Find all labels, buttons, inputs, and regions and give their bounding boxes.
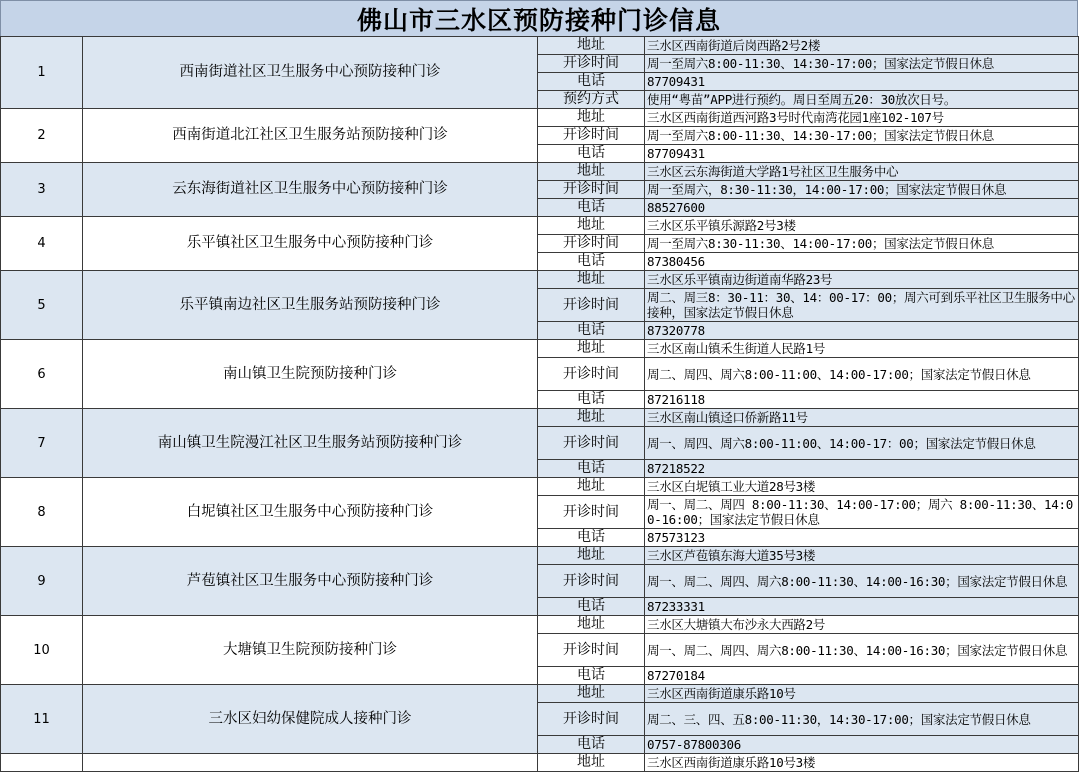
field-value-phone[interactable]: 88527600 [645,199,1079,217]
field-value-phone[interactable]: 0757-87800306 [645,736,1079,754]
field-value-hours[interactable]: 周一至周六8:00-11:30、14:30-17:00；国家法定节假日休息 [645,127,1079,145]
field-value-phone[interactable]: 87270184 [645,667,1079,685]
field-label-address[interactable]: 地址 [538,616,645,634]
field-label-address[interactable]: 地址 [538,340,645,358]
clinic-name[interactable]: 云东海街道社区卫生服务中心预防接种门诊 [83,163,538,217]
clinic-number[interactable]: 7 [1,409,83,478]
clinic-number[interactable]: 2 [1,109,83,163]
field-value-hours[interactable]: 周二、周三8：30-11：30、14：00-17：00；周六可到乐平社区卫生服务中心接种，国家法定节假日休息 [645,289,1079,322]
field-value-address[interactable]: 三水区白坭镇工业大道28号3楼 [645,478,1079,496]
field-value-address[interactable]: 三水区南山镇迳口侨新路11号 [645,409,1079,427]
field-label-hours[interactable]: 开诊时间 [538,235,645,253]
table-row [1,616,1079,634]
field-label-address[interactable]: 地址 [538,217,645,235]
clinic-number[interactable]: 4 [1,217,83,271]
field-value-address[interactable]: 三水区西南街道后岗西路2号2楼 [645,37,1079,55]
field-label-address[interactable]: 地址 [538,37,645,55]
field-label-hours[interactable]: 开诊时间 [538,358,645,391]
clinic-number[interactable]: 5 [1,271,83,340]
clinic-number[interactable]: 3 [1,163,83,217]
field-label-phone[interactable]: 电话 [538,391,645,409]
field-value-hours[interactable]: 周一、周二、周四、周六8:00-11:30、14:00-16:30；国家法定节假日休息 [645,634,1079,667]
field-label-address[interactable]: 地址 [538,409,645,427]
field-label-hours[interactable]: 开诊时间 [538,181,645,199]
table-row [1,478,1079,496]
clinic-name[interactable]: 芦苞镇社区卫生服务中心预防接种门诊 [83,547,538,616]
clinic-name[interactable]: 乐平镇社区卫生服务中心预防接种门诊 [83,217,538,271]
table-row [1,409,1079,427]
field-value-hours[interactable]: 周一、周二、周四、周六8:00-11:30、14:00-16:30；国家法定节假日休息 [645,565,1079,598]
table-row [1,340,1079,358]
table-row [1,685,1079,703]
field-label-phone[interactable]: 电话 [538,667,645,685]
clinic-number[interactable]: 10 [1,616,83,685]
field-label-hours[interactable]: 开诊时间 [538,496,645,529]
field-value-address[interactable]: 三水区乐平镇南边街道南华路23号 [645,271,1079,289]
field-label-address[interactable]: 地址 [538,547,645,565]
field-label-booking[interactable]: 预约方式 [538,91,645,109]
field-label-address[interactable]: 地址 [538,109,645,127]
field-label-phone[interactable]: 电话 [538,199,645,217]
field-value-address[interactable]: 三水区西南街道康乐路10号3楼 [645,754,1079,772]
table-row [1,547,1079,565]
field-label-phone[interactable]: 电话 [538,145,645,163]
field-label-hours[interactable]: 开诊时间 [538,289,645,322]
field-value-address[interactable]: 三水区南山镇禾生街道人民路1号 [645,340,1079,358]
clinic-name[interactable] [83,754,538,772]
field-value-phone[interactable]: 87380456 [645,253,1079,271]
field-label-hours[interactable]: 开诊时间 [538,127,645,145]
field-value-address[interactable]: 三水区西南街道西河路3号时代南湾花园1座102-107号 [645,109,1079,127]
field-label-hours[interactable]: 开诊时间 [538,427,645,460]
clinic-name[interactable]: 乐平镇南边社区卫生服务站预防接种门诊 [83,271,538,340]
field-label-address[interactable]: 地址 [538,754,645,772]
clinic-number[interactable]: 6 [1,340,83,409]
clinic-name[interactable]: 三水区妇幼保健院成人接种门诊 [83,685,538,754]
field-value-address[interactable]: 三水区云东海街道大学路1号社区卫生服务中心 [645,163,1079,181]
field-value-address[interactable]: 三水区大塘镇大布沙永大西路2号 [645,616,1079,634]
field-label-address[interactable]: 地址 [538,271,645,289]
field-value-hours[interactable]: 周一至周六，8:30-11:30，14:00-17:00；国家法定节假日休息 [645,181,1079,199]
field-value-hours[interactable]: 周一至周六8:00-11:30、14:30-17:00；国家法定节假日休息 [645,55,1079,73]
field-label-hours[interactable]: 开诊时间 [538,634,645,667]
table-row [1,217,1079,235]
field-value-hours[interactable]: 周一、周二、周四 8:00-11:30、14:00-17:00；周六 8:00-11:30、14:00-16:00；国家法定节假日休息 [645,496,1079,529]
clinic-number[interactable] [1,754,83,772]
table-row [1,271,1079,289]
clinic-table [0,36,1079,772]
clinic-name[interactable]: 西南街道社区卫生服务中心预防接种门诊 [83,37,538,109]
field-label-address[interactable]: 地址 [538,685,645,703]
field-value-address[interactable]: 三水区乐平镇乐源路2号3楼 [645,217,1079,235]
field-value-hours[interactable]: 周一、周四、周六8:00-11:00、14:00-17：00；国家法定节假日休息 [645,427,1079,460]
field-value-hours[interactable]: 周一至周六8:30-11:30、14:00-17:00；国家法定节假日休息 [645,235,1079,253]
field-label-phone[interactable]: 电话 [538,529,645,547]
table-row [1,109,1079,127]
clinic-name[interactable]: 南山镇卫生院漫江社区卫生服务站预防接种门诊 [83,409,538,478]
clinic-name[interactable]: 大塘镇卫生院预防接种门诊 [83,616,538,685]
field-label-phone[interactable]: 电话 [538,598,645,616]
clinic-number[interactable]: 1 [1,37,83,109]
field-value-hours[interactable]: 周二、三、四、五8:00-11:30，14:30-17:00；国家法定节假日休息 [645,703,1079,736]
table-row-partial [1,754,1079,772]
field-label-hours[interactable]: 开诊时间 [538,565,645,598]
field-label-phone[interactable]: 电话 [538,460,645,478]
field-value-phone[interactable]: 87218522 [645,460,1079,478]
clinic-number[interactable]: 11 [1,685,83,754]
field-value-address[interactable]: 三水区西南街道康乐路10号 [645,685,1079,703]
field-value-address[interactable]: 三水区芦苞镇东海大道35号3楼 [645,547,1079,565]
clinic-name[interactable]: 白坭镇社区卫生服务中心预防接种门诊 [83,478,538,547]
field-label-hours[interactable]: 开诊时间 [538,55,645,73]
table-row [1,37,1079,55]
field-value-phone[interactable]: 87233331 [645,598,1079,616]
field-value-hours[interactable]: 周二、周四、周六8:00-11:00、14:00-17:00；国家法定节假日休息 [645,358,1079,391]
clinic-number[interactable]: 9 [1,547,83,616]
clinic-number[interactable]: 8 [1,478,83,547]
field-label-hours[interactable]: 开诊时间 [538,703,645,736]
field-label-phone[interactable]: 电话 [538,73,645,91]
sheet-title: 佛山市三水区预防接种门诊信息 [0,0,1078,37]
field-value-phone[interactable]: 87216118 [645,391,1079,409]
field-label-address[interactable]: 地址 [538,478,645,496]
clinic-name[interactable]: 南山镇卫生院预防接种门诊 [83,340,538,409]
field-label-phone[interactable]: 电话 [538,253,645,271]
field-label-phone[interactable]: 电话 [538,736,645,754]
field-value-phone[interactable]: 87709431 [645,145,1079,163]
field-value-phone[interactable]: 87709431 [645,73,1079,91]
field-value-phone[interactable]: 87320778 [645,322,1079,340]
field-label-phone[interactable]: 电话 [538,322,645,340]
field-value-phone[interactable]: 87573123 [645,529,1079,547]
clinic-name[interactable]: 西南街道北江社区卫生服务站预防接种门诊 [83,109,538,163]
field-label-address[interactable]: 地址 [538,163,645,181]
field-value-booking[interactable]: 使用“粤苗”APP进行预约。周日至周五20：30放次日号。 [645,91,1079,109]
table-row [1,163,1079,181]
